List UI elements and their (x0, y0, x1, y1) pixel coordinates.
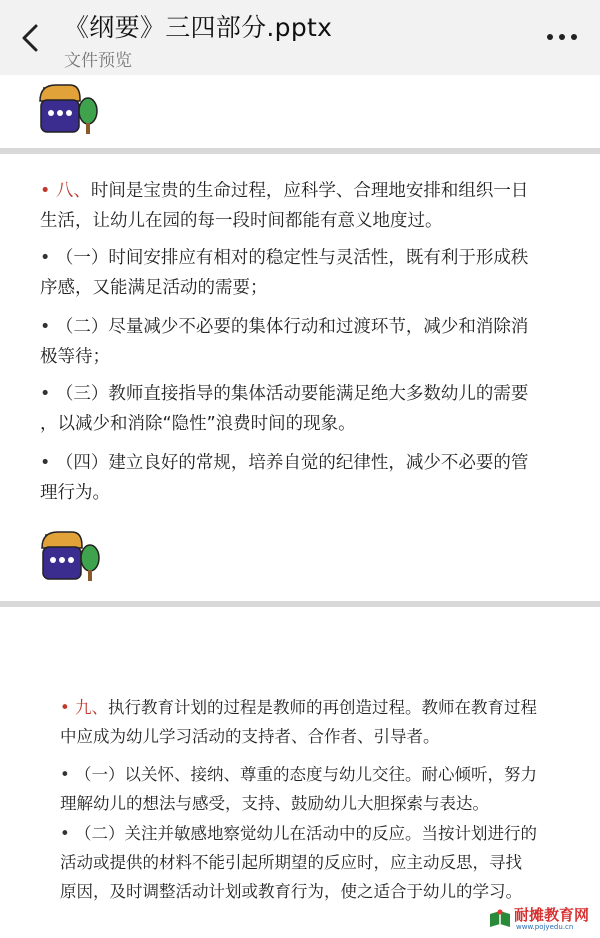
more-button[interactable] (542, 22, 582, 52)
list-item (40, 448, 580, 508)
watermark-text: 耐摊教育网 (514, 906, 590, 924)
item-text-line: 活动或提供的材料不能引起所期望的反应时，应主动反思，寻找 (60, 853, 522, 872)
item-text-line: 理行为。 (40, 483, 110, 503)
item-text-line: （三）教师直接指导的集体活动要能满足绝大多数幼儿的需要 (55, 384, 529, 404)
list-item (40, 243, 580, 303)
item-text-line: 生活，让幼儿在园的每一段时间都能有意义地度过。 (40, 211, 443, 231)
file-title: 《纲要》三四部分.pptx (64, 13, 333, 42)
top-bar (0, 0, 600, 75)
item-text-line: ，以减少和消除“隐性”浪费时间的现象。 (40, 414, 356, 434)
item-text-line: （二）关注并敏感地察觉幼儿在活动中的反应。当按计划进行的 (74, 824, 537, 843)
slide-3 (0, 607, 600, 938)
list-item (40, 379, 580, 439)
watermark-logo (488, 904, 596, 934)
bullet: • (40, 384, 51, 404)
book-logo-icon (488, 908, 512, 930)
file-subtitle: 文件预览 (64, 51, 132, 71)
bullet: • (40, 317, 51, 337)
more-dots-icon (542, 22, 582, 52)
item-text-line: 序感，又能满足活动的需要； (40, 278, 268, 298)
item-text-line: （一）以关怀、接纳、尊重的态度与幼儿交往。耐心倾听，努力 (74, 765, 537, 784)
item-text-line: 中应成为幼儿学习活动的支持者、合作者、引导者。 (60, 727, 440, 746)
slide-2 (0, 154, 600, 604)
bullet: • (40, 181, 51, 201)
item-text-line: （一）时间安排应有相对的稳定性与灵活性，既有利于形成秩 (55, 248, 529, 268)
item-text-line: 极等待； (40, 347, 110, 367)
slide-1 (0, 75, 600, 149)
back-button[interactable] (14, 18, 48, 58)
list-item (40, 312, 580, 372)
list-item (60, 819, 580, 906)
item-number: 八、 (55, 181, 91, 201)
chevron-left-icon (14, 18, 48, 58)
item-text-line: 理解幼儿的想法与感受，支持、鼓励幼儿大胆探索与表达。 (60, 794, 489, 813)
item-text-line: 原因，及时调整活动计划或教育行为，使之适合于幼儿的学习。 (60, 882, 522, 901)
item-text: 执行教育计划的过程是教师的再创造过程。教师在教育过程 (107, 698, 537, 717)
bullet: • (60, 824, 70, 843)
list-item (60, 693, 580, 751)
house-tree-icon (34, 75, 100, 141)
house-tree-icon (36, 522, 102, 588)
bullet: • (40, 248, 51, 268)
bullet: • (60, 765, 70, 784)
item-text-line: （二）尽量减少不必要的集体行动和过渡环节，减少和消除消 (55, 317, 529, 337)
watermark-url: www.pojyedu.cn (516, 923, 574, 931)
item-number: 九、 (74, 698, 108, 717)
list-item (40, 176, 580, 236)
list-item (60, 760, 580, 818)
bullet: • (60, 698, 70, 717)
item-text-line: （四）建立良好的常规，培养自觉的纪律性，减少不必要的管 (55, 453, 529, 473)
item-text: 时间是宝贵的生命过程，应科学、合理地安排和组织一日 (90, 181, 529, 201)
bullet: • (40, 453, 51, 473)
